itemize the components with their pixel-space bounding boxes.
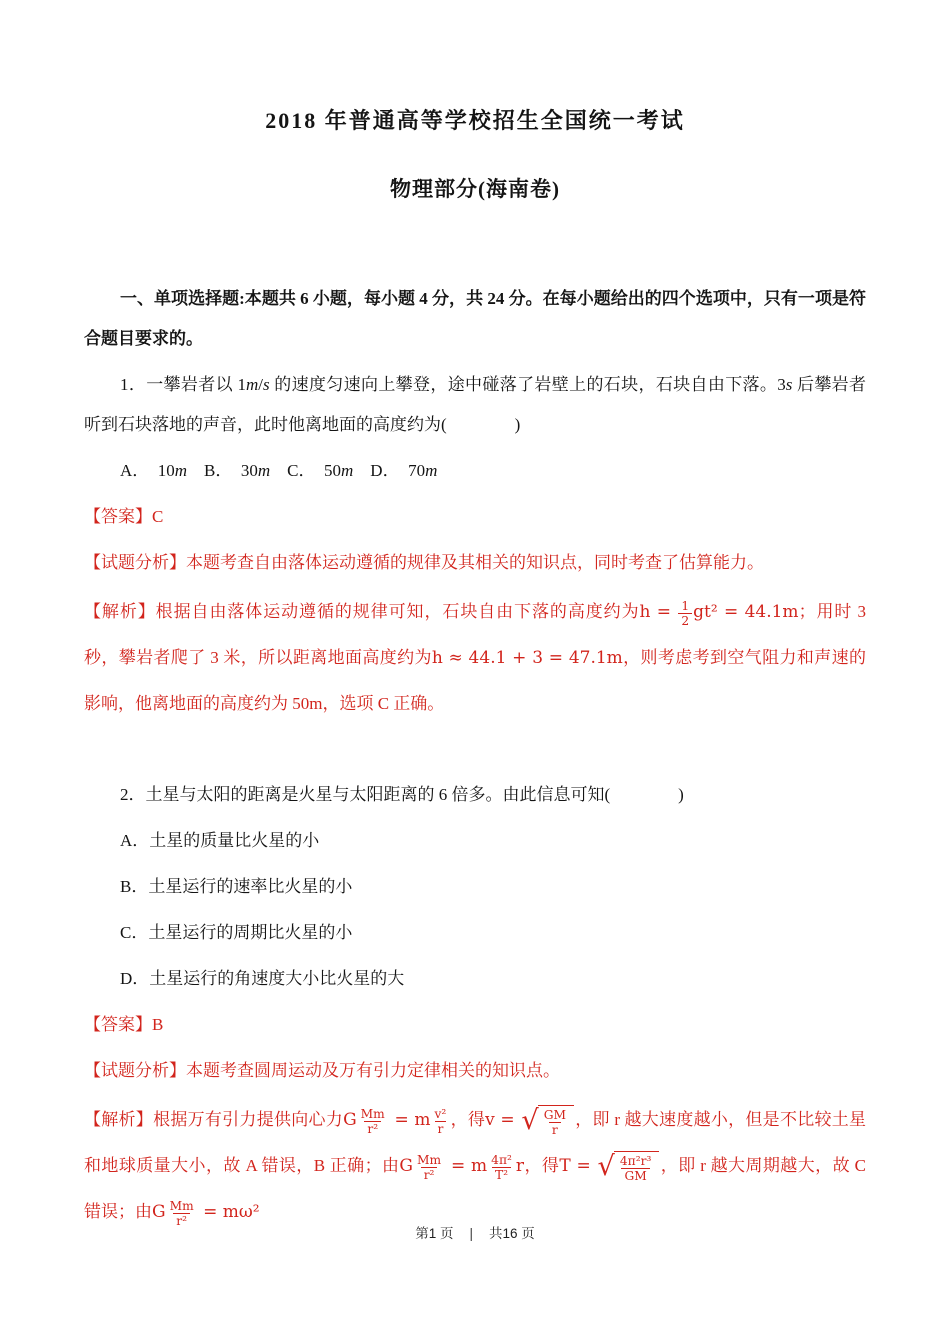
italic-variable: s	[263, 375, 270, 394]
question-2-analysis: 【试题分析】本题考查圆周运动及万有引力定律相关的知识点。	[84, 1061, 560, 1080]
footer-separator: |	[469, 1226, 473, 1241]
math-text: G	[343, 1110, 357, 1130]
total-pages-label: 共16 页	[489, 1226, 535, 1241]
fraction	[678, 599, 692, 628]
fraction-denominator: r²	[421, 1167, 438, 1182]
math-text: h =	[639, 602, 678, 622]
fraction-numerator: 4π²r³	[619, 1154, 652, 1169]
italic-variable: m	[174, 461, 188, 480]
fraction	[488, 1153, 515, 1182]
italic-variable: m	[257, 461, 271, 480]
math-text: h ≈ 44.1 + 3 = 47.1m	[431, 648, 623, 668]
question-2-option-a: A．土星的质量比火星的小	[120, 831, 320, 850]
fraction-numerator: Mm	[417, 1152, 442, 1167]
page-number-label: 第1 页	[415, 1226, 454, 1241]
italic-variable: m	[425, 461, 438, 480]
square-root-content	[538, 1105, 574, 1137]
math-text: G	[152, 1202, 166, 1222]
question-2-option-c: C．土星运行的周期比火星的小	[120, 923, 353, 942]
square-root-content	[614, 1151, 659, 1183]
fraction-numerator: Mm	[169, 1198, 194, 1213]
radical-sign-icon: √	[521, 1105, 539, 1137]
fraction	[432, 1107, 450, 1136]
fraction	[541, 1108, 569, 1137]
math-text: = m	[388, 1110, 431, 1130]
question-2-solution: 【解析】根据万有引力提供向心力G $\frac{Mm}{\text{r²}}$ = m $\frac{\text{v²}}{r}$ ，得v = √ $\frac{GM}{r}$ ，即 r 越大速度越小，但是不比较土星和地球质量大小，故 A 错误，B 正确；由G $\frac{Mm}{\text{r²}}$ = m $\frac{\text{4π²}}{\text{T²}}$ r，得T = √ $\frac{\text{4π²r³}}{GM}$ ，即 r 越大周期越大，故 C 错误；由G $\frac{Mm}{\text{r²}}$ = mω²	[84, 1105, 867, 1228]
fraction-denominator: GM	[621, 1168, 649, 1183]
fraction-numerator: v²	[434, 1106, 447, 1121]
math-text: v =	[485, 1110, 521, 1130]
fraction-numerator: Mm	[360, 1106, 385, 1121]
document-subtitle: 物理部分(海南卷)	[390, 177, 560, 201]
square-root	[521, 1105, 574, 1137]
question-2-stem: 2．土星与太阳的距离是火星与太阳距离的 6 倍多。由此信息可知( )	[120, 785, 684, 804]
fraction-denominator: r²	[364, 1121, 381, 1136]
italic-variable: s	[785, 375, 793, 394]
question-1-options: A． 10m B． 30m C． 50m D． 70m	[120, 461, 438, 480]
square-root	[598, 1151, 660, 1183]
italic-variable: m	[341, 461, 354, 480]
fraction-denominator: r	[549, 1122, 561, 1137]
radical-sign-icon: √	[597, 1151, 615, 1183]
math-text: T =	[559, 1156, 597, 1176]
math-text: r	[515, 1156, 525, 1176]
italic-variable: m	[246, 375, 259, 394]
document-body	[84, 279, 866, 1235]
fraction-denominator: r²	[173, 1213, 190, 1228]
fraction-denominator: 2	[678, 613, 692, 628]
question-1-solution: 【解析】根据自由落体运动遵循的规律可知，石块自由下落的高度约为h = $\frac{1}{2}$ gt² = 44.1m；用时 3 秒，攀岩者爬了 3 米，所以距离地面高度约为h ≈ 44.1 + 3 = 47.1m，则考虑考到空气阻力和声速的影响，他离地面的高度约为 50m，选项 C 正确。	[84, 598, 867, 713]
fraction-numerator: 1	[681, 598, 690, 613]
question-2-option-d: D．土星运行的角速度大小比火星的大	[120, 969, 405, 988]
page-footer	[0, 1222, 950, 1242]
section-instructions: 一、单项选择题:本题共 6 小题，每小题 4 分，共 24 分。在每小题给出的四个选项中，只有一项是符合题目要求的。	[84, 289, 866, 348]
math-text: = m	[445, 1156, 488, 1176]
question-2-answer: 【答案】B	[84, 1015, 164, 1034]
fraction-numerator: GM	[543, 1108, 566, 1123]
fraction	[414, 1153, 444, 1182]
fraction-numerator: 4π²	[491, 1152, 512, 1167]
math-text: gt² = 44.1m	[693, 602, 799, 622]
math-text: G	[399, 1156, 414, 1176]
math-text: = mω²	[197, 1202, 260, 1222]
question-1-analysis: 【试题分析】本题考查自由落体运动遵循的规律及其相关的知识点，同时考查了估算能力。	[84, 553, 764, 572]
document-title: 2018 年普通高等学校招生全国统一考试	[265, 108, 685, 133]
fraction-denominator: r	[435, 1121, 447, 1136]
question-1-stem: 1．一攀岩者以 1m/s 的速度匀速向上攀登，途中碰落了岩壁上的石块，石块自由下落。3s 后攀岩者听到石块落地的声音，此时他离地面的高度约为( )	[84, 375, 867, 434]
fraction	[358, 1107, 388, 1136]
fraction-denominator: T²	[492, 1167, 511, 1182]
fraction	[617, 1154, 654, 1183]
question-2-option-b: B．土星运行的速率比火星的小	[120, 877, 353, 896]
question-1-answer: 【答案】C	[84, 507, 164, 526]
